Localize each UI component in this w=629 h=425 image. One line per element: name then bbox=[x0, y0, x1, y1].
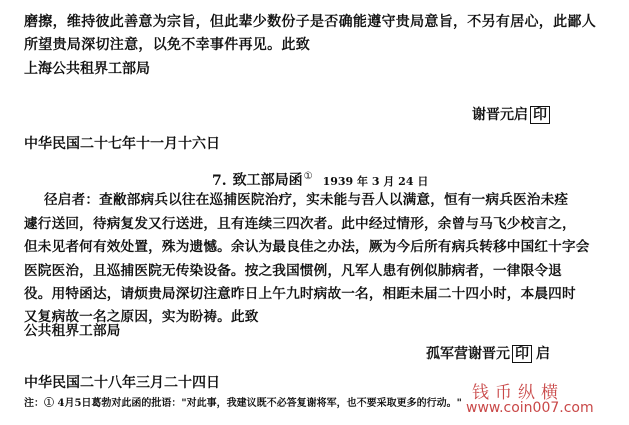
letter2-signature-block bbox=[426, 344, 550, 364]
letter2-addressee: 公共租界工部局 bbox=[24, 323, 121, 339]
seal-stamp: 印 bbox=[512, 345, 532, 363]
letter2-date: 中华民国二十八年三月二十四日 bbox=[24, 375, 220, 391]
letter1-line-1: 磨擦，维持彼此善意为宗旨，但此辈少数份子是否确能遵守贵局意旨，不另有居心，此鄙人 bbox=[24, 14, 596, 30]
letter1-addressee: 上海公共租界工部局 bbox=[24, 61, 150, 77]
letter2-title: 致工部局函 bbox=[232, 172, 303, 189]
letter2-body-line-2: 遽行送回，待病复发又行送进，且有连续三四次者。此中经过情形，余曾与马飞少校言之， bbox=[24, 216, 576, 232]
letter2-body-line-3: 但未见者何有效处置，殊为遗憾。余认为最良佳之办法，厥为今后所有病兵转移中国红十字会 bbox=[24, 239, 590, 255]
letter2-body-line-1: 径启者：查敝部病兵以往在巡捕医院治疗，实未能与吾人以满意，恒有一病兵医治未痊 bbox=[44, 192, 569, 208]
watermark-url: www.coin007.com bbox=[466, 400, 594, 416]
letter2-body-line-4: 医院医治，且巡捕医院无传染设备。按之我国惯例，凡军人患有例似肺病者，一律限令退 bbox=[24, 263, 562, 279]
letter1-signature-block bbox=[472, 105, 550, 125]
letter1-line-2: 所望贵局深切注意，以免不幸事件再见。此致 bbox=[24, 37, 310, 53]
letter2-date-header: 1939 年 3 月 24 日 bbox=[322, 174, 429, 188]
letter2-signature: 孤军营谢晋元 bbox=[426, 346, 510, 362]
letter1-signature: 谢晋元启 bbox=[472, 107, 528, 123]
letter2-body-line-5: 役。用特函达，请烦贵局深切注意昨日上午九时病故一名，相距未届二十四小时，本晨四时 bbox=[24, 286, 576, 302]
footnote-mark: ① bbox=[303, 171, 313, 182]
watermark-title: 钱币纵横 bbox=[472, 383, 564, 403]
letter2-body-line-6: 又复病故一名之原因，实为盼祷。此致 bbox=[24, 309, 259, 325]
letter2-signature-suffix: 启 bbox=[536, 346, 550, 362]
footnote: 注：① 4月5日葛勃对此函的批语："对此事，我建议既不必答复谢将军，也不要采取更多的行动。" bbox=[24, 398, 462, 409]
letter2-heading bbox=[212, 167, 428, 192]
letter2-number: 7. bbox=[212, 172, 227, 189]
letter1-date: 中华民国二十七年十一月十六日 bbox=[24, 136, 220, 152]
seal-stamp: 印 bbox=[530, 106, 550, 124]
